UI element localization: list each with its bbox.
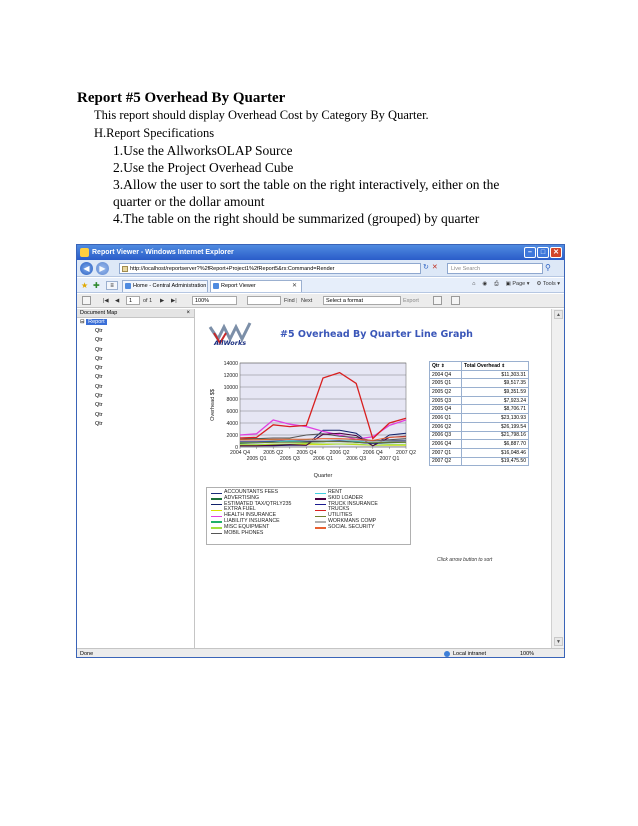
legend-swatch [315, 504, 326, 505]
x-tick-label: 2006 Q3 [346, 456, 367, 462]
amount-cell: $26,199.54 [462, 422, 529, 431]
page-number-input[interactable]: 1 [126, 296, 140, 305]
document-map-item[interactable]: Qtr [95, 393, 103, 400]
x-tick-label: 2006 Q1 [313, 456, 333, 462]
legend-swatch [315, 527, 326, 528]
spec-item: 1.Use the AllworksOLAP Source [113, 143, 293, 158]
spec-item: 3.Allow the user to sort the table on the right interactively, either on the quarter or the dollar amount [113, 177, 500, 209]
table-body [430, 370, 529, 466]
window-titlebar [77, 245, 564, 260]
next-page-icon[interactable]: ▶ [160, 298, 165, 304]
table-row [430, 440, 529, 449]
spec-item: 4.The table on the right should be summarized (grouped) by quarter [113, 211, 480, 226]
tools-menu-label: Tools [542, 281, 556, 287]
overhead-summary-table [429, 361, 529, 466]
tools-menu[interactable]: ⚙ Tools ▾ [536, 281, 560, 287]
refresh-report-icon[interactable] [433, 296, 442, 305]
close-tab-icon[interactable]: ✕ [291, 283, 297, 289]
legend-swatch [211, 504, 222, 505]
legend-label: EXTRA FUEL [224, 506, 256, 513]
amount-cell: $11,303.31 [462, 370, 529, 379]
x-tick-label: 2005 Q1 [246, 456, 267, 462]
legend-label: HEALTH INSURANCE [224, 512, 277, 519]
document-map-item[interactable]: Qtr [95, 411, 103, 418]
tab-page-icon [125, 283, 131, 289]
sort-icon[interactable]: ⇕ [440, 362, 445, 368]
stop-icon[interactable]: ✕ [431, 264, 438, 271]
legend-swatch [315, 516, 326, 517]
tab-central-admin[interactable] [122, 280, 208, 292]
root-label: Report [88, 319, 105, 325]
legend-label: SKID LOADER [328, 494, 363, 501]
amount-cell: $21,798.16 [462, 431, 529, 440]
legend-swatch [211, 527, 222, 528]
legend-label: SOCIAL SECURITY [328, 523, 375, 530]
favorites-star-icon[interactable]: ★ [81, 281, 89, 290]
y-tick-label: 12000 [223, 372, 238, 379]
quarter-cell: 2004 Q4 [430, 370, 462, 379]
search-input[interactable]: Live Search [447, 263, 543, 274]
url-input[interactable] [119, 263, 421, 274]
quarter-cell: 2007 Q2 [430, 457, 462, 466]
y-tick-label: 14000 [223, 360, 238, 367]
add-favorite-icon[interactable]: ✚ [93, 281, 100, 290]
vertical-scrollbar[interactable] [551, 309, 565, 649]
report-viewer-toolbar [77, 294, 564, 308]
amount-cell: $9,351.59 [462, 388, 529, 397]
print-report-icon[interactable] [451, 296, 460, 305]
quarter-cell: 2006 Q2 [430, 422, 462, 431]
y-tick-label: 8000 [226, 396, 238, 403]
legend-item [211, 531, 315, 537]
document-map-header [77, 309, 194, 318]
legend-swatch [211, 533, 222, 534]
amount-cell: $8,706.71 [462, 405, 529, 414]
command-bar [472, 281, 560, 288]
page-icon [122, 266, 128, 272]
x-tick-label: 2007 Q1 [379, 456, 400, 462]
legend-swatch [211, 493, 222, 494]
document-map-item[interactable]: Qtr [95, 374, 103, 381]
legend-grid [211, 490, 411, 536]
legend-label: MISC EQUIPMENT [224, 523, 270, 530]
total-overhead-header-label: Total Overhead [464, 362, 501, 369]
first-page-icon[interactable]: |◀ [103, 298, 109, 304]
y-tick-label: 10000 [223, 384, 238, 391]
address-bar [77, 260, 564, 277]
legend-label: WORKMANS COMP [328, 517, 377, 524]
security-zone [444, 649, 486, 658]
minimize-button[interactable]: – [524, 247, 536, 258]
legend-label: LIABILITY INSURANCE [224, 517, 280, 524]
table-row [430, 379, 529, 388]
x-tick-label: 2005 Q2 [263, 450, 284, 456]
chart-title: #5 Overhead By Quarter Line Graph [280, 329, 473, 340]
export-format-select[interactable]: Select a format [323, 296, 401, 305]
sort-icon[interactable]: ⇕ [501, 362, 506, 368]
search-icon[interactable]: ⚲ [545, 263, 551, 272]
print-icon[interactable]: ⎙ [494, 281, 499, 287]
prev-page-icon[interactable]: ◀ [115, 298, 120, 304]
close-window-button[interactable]: ✕ [550, 247, 562, 258]
quarter-cell: 2005 Q3 [430, 396, 462, 405]
y-tick-label: 0 [235, 444, 238, 451]
legend-label: ACCOUNTANTS FEES [224, 489, 279, 495]
table-row [430, 414, 529, 423]
globe-icon [444, 651, 450, 657]
document-map-item[interactable]: Qtr [95, 337, 103, 344]
legend-swatch [315, 498, 326, 499]
quarter-cell: 2007 Q1 [430, 448, 462, 457]
x-tick-label: 2005 Q4 [296, 450, 317, 456]
table-header-row [430, 362, 529, 371]
quarter-cell: 2005 Q2 [430, 388, 462, 397]
document-map [77, 309, 195, 649]
table-row [430, 457, 529, 466]
sort-hint: Click arrow button to sort [437, 557, 493, 563]
amount-cell: $6,887.70 [462, 440, 529, 449]
document-map-title: Document Map [80, 310, 118, 316]
y-axis-label: Overhead $$ [210, 389, 216, 421]
ie-icon [80, 248, 89, 257]
tab-label: Home - Central Administration [133, 283, 207, 289]
legend-label: UTILITIES [328, 512, 353, 519]
find-link[interactable]: Find [284, 298, 295, 304]
page-menu[interactable]: ▣ Page ▾ [505, 281, 530, 287]
x-tick-label: 2006 Q4 [362, 450, 383, 456]
quarter-cell: 2006 Q1 [430, 414, 462, 423]
tab-report-viewer[interactable] [210, 280, 302, 292]
table-row [430, 405, 529, 414]
report-description: This report should display Overhead Cost by Category By Quarter. [94, 108, 429, 122]
address-actions [423, 263, 438, 271]
tab-label: Report Viewer [221, 283, 256, 289]
logo-text: AllWorks [214, 339, 247, 347]
report-canvas [196, 309, 550, 648]
qtr-header-label: Qtr [432, 362, 440, 369]
document-map-item[interactable]: Qtr [95, 365, 103, 372]
browser-window [76, 244, 565, 658]
report-heading: Report #5 Overhead By Quarter [77, 90, 286, 106]
window-controls [524, 247, 562, 258]
document-map-item[interactable]: Qtr [95, 346, 103, 353]
quarter-cell: 2006 Q4 [430, 440, 462, 449]
document-map-item[interactable]: Qtr [95, 420, 103, 427]
legend-swatch [315, 510, 326, 511]
back-button[interactable]: ◀ [80, 262, 93, 275]
legend-label: TRUCK INSURANCE [328, 500, 378, 507]
window-title: Report Viewer - Windows Internet Explorer [92, 249, 234, 256]
legend-swatch [211, 521, 222, 522]
legend-item [315, 531, 411, 537]
document-map-item[interactable]: Qtr [95, 383, 103, 390]
legend-label: RENT [328, 489, 343, 495]
status-bar [77, 648, 564, 658]
document-map-root[interactable]: ⊟ Report [80, 319, 105, 325]
spec-item: 2.Use the Project Overhead Cube [113, 160, 294, 175]
scroll-up-icon[interactable]: ▲ [554, 310, 563, 319]
legend-label: ESTIMATED TAX/QTRLY235 [224, 500, 292, 507]
zoom-select[interactable]: 100% [192, 296, 237, 305]
x-tick-label: 2007 Q2 [396, 450, 416, 456]
legend-label: MOBIL PHONES [224, 529, 264, 536]
amount-cell: $7,923.24 [462, 396, 529, 405]
y-tick-label: 6000 [226, 408, 238, 415]
amount-cell: $9,517.35 [462, 379, 529, 388]
quick-tabs-icon[interactable]: ≡ [106, 281, 118, 290]
amount-cell: $19,475.50 [462, 457, 529, 466]
security-zone-label: Local intranet [453, 651, 487, 657]
feeds-icon[interactable]: ◉ [482, 281, 488, 287]
table-row [430, 370, 529, 379]
export-link[interactable]: Export [403, 298, 419, 304]
close-map-icon[interactable]: × [186, 310, 190, 316]
next-link[interactable]: Next [301, 298, 313, 304]
legend-swatch [211, 510, 222, 511]
qtr-header[interactable] [430, 362, 462, 371]
total-overhead-header[interactable] [462, 362, 529, 371]
x-axis-label: Quarter [313, 473, 333, 479]
table-row [430, 431, 529, 440]
maximize-button[interactable]: □ [537, 247, 549, 258]
url-text: http://localhost/reportserver?%2fReport+Project1%2fReport5&rs:Command=Render [130, 266, 335, 272]
x-tick-label: 2005 Q3 [279, 456, 300, 462]
page-count: of 1 [143, 298, 153, 304]
forward-button[interactable]: ▶ [96, 262, 109, 275]
document-map-list [77, 327, 194, 429]
separator: | [296, 298, 298, 304]
document-map-item[interactable]: Qtr [95, 402, 103, 409]
legend-swatch [315, 521, 326, 522]
quarter-cell: 2006 Q3 [430, 431, 462, 440]
scroll-down-icon[interactable]: ▼ [554, 637, 563, 646]
table-row [430, 422, 529, 431]
amount-cell: $16,048.46 [462, 448, 529, 457]
tab-page-icon [213, 283, 219, 289]
legend-swatch [211, 516, 222, 517]
spec-list [113, 142, 533, 227]
refresh-icon[interactable]: ↻ [423, 264, 429, 271]
home-icon[interactable]: ⌂ [472, 281, 476, 287]
x-tick-label: 2006 Q2 [329, 450, 350, 456]
chart-legend [206, 487, 411, 545]
legend-swatch [315, 493, 326, 494]
quarter-cell: 2005 Q1 [430, 379, 462, 388]
page-menu-label: Page [512, 281, 526, 287]
zoom-level[interactable]: 100% [520, 651, 535, 657]
amount-cell: $23,130.93 [462, 414, 529, 423]
overhead-line-chart [206, 359, 436, 481]
tab-bar [77, 278, 564, 293]
legend-label: ADVERTISING [224, 494, 260, 501]
x-tick-label: 2004 Q4 [230, 450, 250, 456]
spec-heading: H.Report Specifications [94, 126, 215, 140]
legend-label: TRUCKS [328, 506, 350, 513]
table-row [430, 396, 529, 405]
table-row [430, 388, 529, 397]
table-row [430, 448, 529, 457]
document-map-item[interactable]: Qtr [95, 355, 103, 362]
y-tick-label: 4000 [226, 420, 238, 427]
y-tick-label: 2000 [226, 432, 238, 439]
status-text: Done [80, 651, 94, 657]
document-map-item[interactable]: Qtr [95, 328, 103, 334]
quarter-cell: 2005 Q4 [430, 405, 462, 414]
legend-swatch [211, 498, 222, 499]
document-map-toggle-icon[interactable] [82, 296, 91, 305]
last-page-icon[interactable]: ▶| [171, 298, 177, 304]
find-input[interactable] [247, 296, 281, 305]
